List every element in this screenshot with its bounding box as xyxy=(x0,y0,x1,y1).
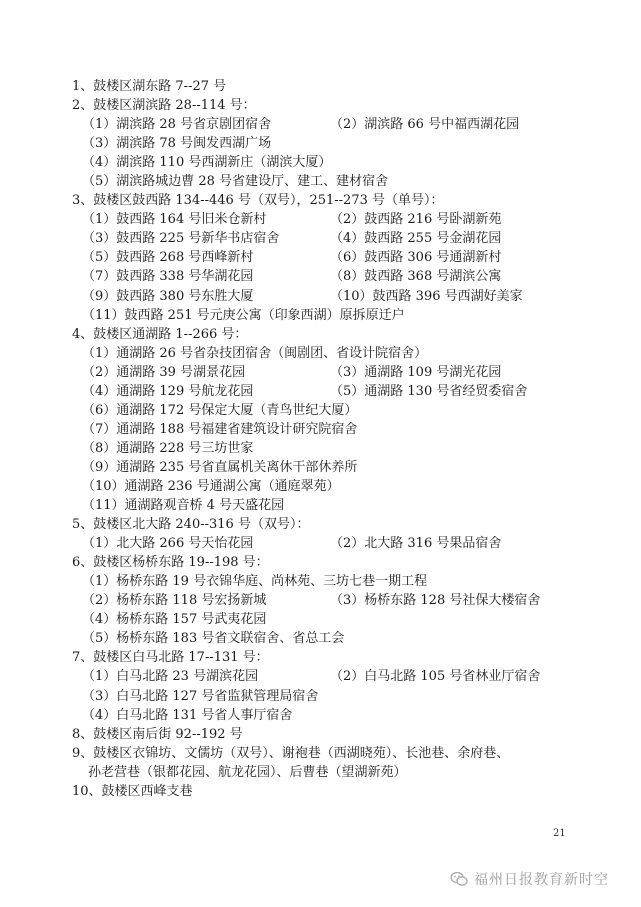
text-line: 2、鼓楼区湖滨路 28--114 号： xyxy=(72,98,256,114)
text-line: （9）通湖路 235 号省直属机关离休干部休养所 xyxy=(82,459,358,475)
list-item: （2）鼓西路 216 号卧湖新苑 xyxy=(330,212,502,228)
text-line xyxy=(72,534,592,553)
list-item: （2）杨桥东路 118 号宏扬新城 xyxy=(82,593,267,609)
list-item: （5）通湖路 130 号省经贸委宿舍 xyxy=(330,383,528,399)
text-line xyxy=(72,591,592,610)
list-item: （4）通湖路 129 号航龙花园 xyxy=(82,383,254,399)
list-item: （1）白马北路 23 号湖滨花园 xyxy=(82,669,259,685)
text-line: （1）通湖路 26 号省杂技团宿舍（闽剧团、省设计院宿舍） xyxy=(82,345,428,361)
list-item: （1）北大路 266 号天怡花园 xyxy=(82,536,254,552)
list-item: （3）通湖路 109 号湖光花园 xyxy=(330,364,502,380)
list-item: （1）湖滨路 28 号省京剧团宿舍 xyxy=(82,117,272,133)
text-line: （4）白马北路 131 号省人事厅宿舍 xyxy=(82,707,293,723)
watermark xyxy=(450,869,609,889)
watermark-text: 福州日报教育新时空 xyxy=(474,872,609,888)
text-line: （3）湖滨路 78 号闽发西湖广场 xyxy=(82,136,272,152)
text-line: 孙老营巷（银都花园、航龙花园）、后曹巷（望湖新苑） xyxy=(88,764,407,780)
text-line: 5、鼓楼区北大路 240--316 号（双号）： xyxy=(72,517,310,533)
text-line: （7）通湖路 188 号福建省建筑设计研究院宿舍 xyxy=(82,421,358,437)
list-item: （10）鼓西路 396 号西湖好美家 xyxy=(330,288,523,304)
text-line xyxy=(72,115,592,134)
text-line: （6）通湖路 172 号保定大厦（青鸟世纪大厦） xyxy=(82,402,358,418)
text-line: （3）白马北路 127 号省监狱管理局宿舍 xyxy=(82,688,319,704)
list-item: （2）湖滨路 66 号中福西湖花园 xyxy=(330,117,520,133)
text-line: 3、鼓楼区鼓西路 134--446 号（双号），251--273 号（单号）： xyxy=(72,193,444,209)
text-line: （1）杨桥东路 19 号衣锦华庭、尚林苑、三坊七巷一期工程 xyxy=(82,574,428,590)
list-item: （8）鼓西路 368 号湖滨公寓 xyxy=(330,269,502,285)
text-line xyxy=(72,210,592,229)
list-item: （2）白马北路 105 号省林业厅宿舍 xyxy=(330,669,541,685)
list-item: （3）杨桥东路 128 号社保大楼宿舍 xyxy=(330,593,541,609)
text-line: （8）通湖路 228 号三坊世家 xyxy=(82,440,254,456)
text-line: 8、鼓楼区南后街 92--192 号 xyxy=(72,726,243,742)
text-line xyxy=(72,382,592,401)
page-number: 21 xyxy=(553,828,566,839)
list-item: （5）鼓西路 268 号西峰新村 xyxy=(82,250,254,266)
text-line xyxy=(72,363,592,382)
list-item: （6）鼓西路 306 号通湖新村 xyxy=(330,250,502,266)
text-line xyxy=(72,248,592,267)
text-line: （4）湖滨路 110 号西湖新庄（湖滨大厦） xyxy=(82,155,332,171)
list-item: （7）鼓西路 338 号华湖花园 xyxy=(82,269,254,285)
list-item: （1）鼓西路 164 号旧米仓新村 xyxy=(82,212,267,228)
text-line: （5）湖滨路城边曹 28 号省建设厅、建工、建材宿舍 xyxy=(82,174,389,190)
wechat-icon xyxy=(450,871,468,887)
text-line: （5）杨桥东路 183 号省文联宿舍、省总工会 xyxy=(82,631,345,647)
text-line: （11）鼓西路 251 号元庚公寓（印象西湖）原拆原迁户 xyxy=(82,307,405,323)
text-line: 6、鼓楼区杨桥东路 19--198 号： xyxy=(72,555,269,571)
text-line: （10）通湖路 236 号通湖公寓（通庭翠苑） xyxy=(82,478,340,494)
text-line: 9、鼓楼区衣锦坊、文儒坊（双号）、谢袍巷（西湖晓苑）、长池巷、余府巷、 xyxy=(72,745,510,761)
list-item: （9）鼓西路 380 号东胜大厦 xyxy=(82,288,254,304)
text-line xyxy=(72,667,592,686)
text-line xyxy=(72,267,592,286)
text-line: （4）杨桥东路 157 号武夷花园 xyxy=(82,612,267,628)
text-line: 4、鼓楼区通湖路 1--266 号： xyxy=(72,326,248,342)
address-list xyxy=(72,77,592,801)
text-line xyxy=(72,287,592,306)
list-item: （2）通湖路 39 号湖景花园 xyxy=(82,364,246,380)
list-item: （2）北大路 316 号果品宿舍 xyxy=(330,536,502,552)
text-line xyxy=(72,229,592,248)
text-line: （11）通湖路观音桥 4 号天盛花园 xyxy=(82,498,285,514)
text-line: 7、鼓楼区白马北路 17--131 号： xyxy=(72,650,269,666)
text-line: 10、鼓楼区西峰支巷 xyxy=(72,783,193,799)
list-item: （4）鼓西路 255 号金湖花园 xyxy=(330,231,502,247)
list-item: （3）鼓西路 225 号新华书店宿舍 xyxy=(82,231,280,247)
text-line: 1、鼓楼区湖东路 7--27 号 xyxy=(72,79,227,94)
